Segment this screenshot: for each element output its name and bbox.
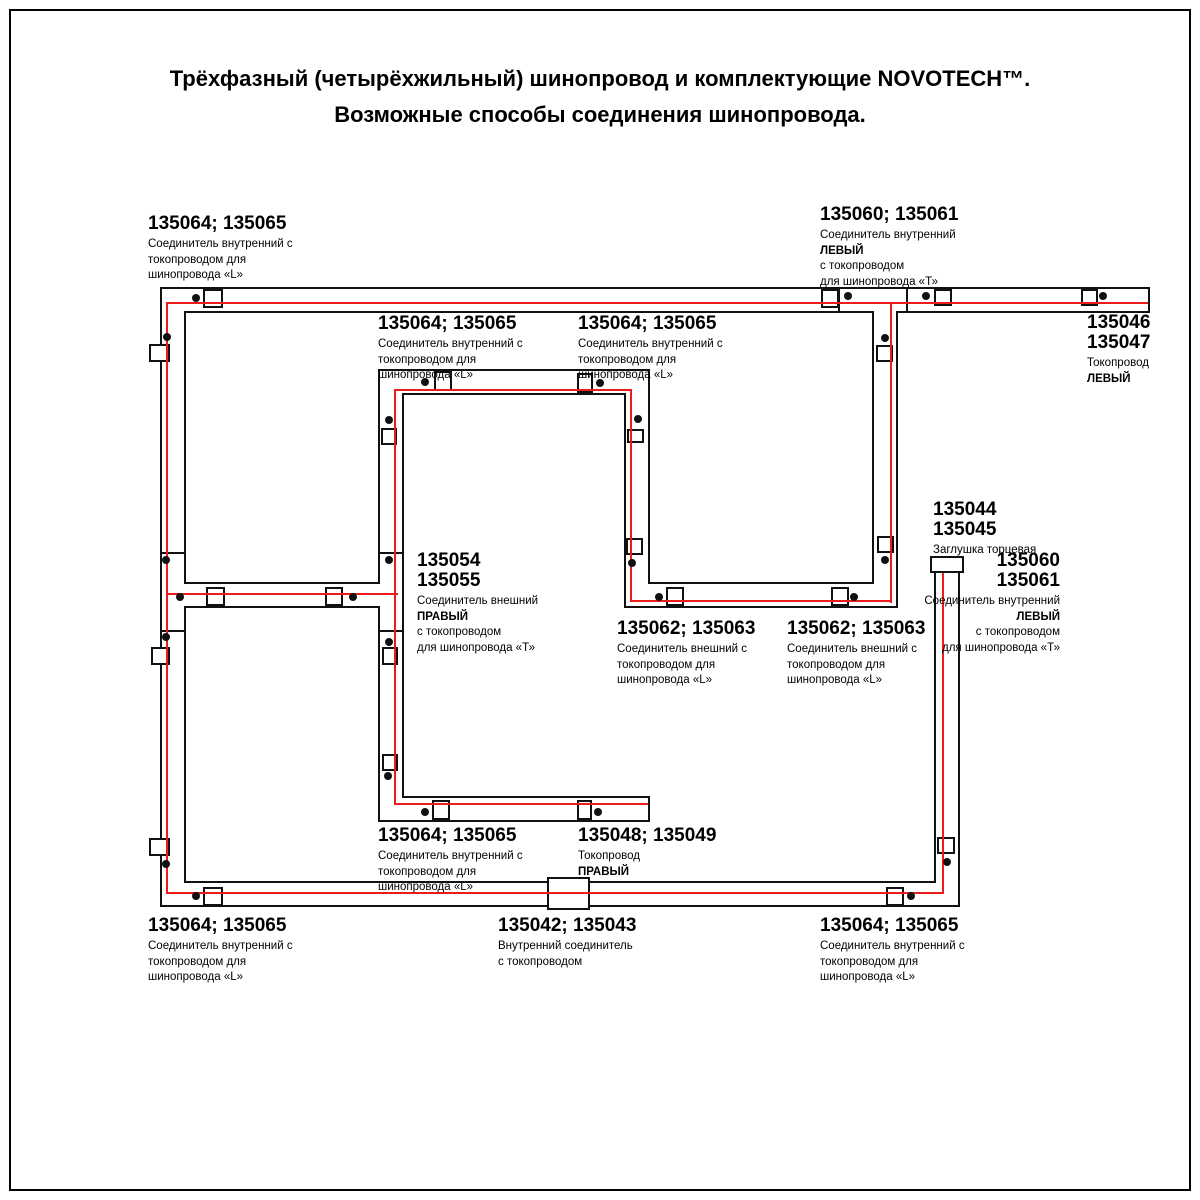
connector-tab: [203, 289, 223, 308]
label-corner-top-left-line: Соединитель внутренний с: [148, 238, 293, 250]
conductor-line: [394, 389, 632, 391]
label-tee-left-line: с токопроводом: [975, 626, 1060, 638]
connector-tab: [203, 887, 223, 906]
label-corner-bottom-right-article: 135064; 135065: [820, 915, 959, 936]
label-tee-top-line: ЛЕВЫЙ: [820, 244, 864, 257]
label-corner-inner-top-left-line: шинопровода «L»: [378, 369, 474, 381]
label-corner-top-left: [148, 214, 293, 284]
label-end-cap: [933, 500, 1036, 559]
label-feed-left: [1087, 313, 1150, 387]
label-corner-inner-bottom-description: [378, 849, 523, 896]
connector-marker-dot: [1099, 292, 1107, 300]
connector-tab: [937, 837, 955, 854]
conductor-line: [166, 302, 168, 894]
label-tee-top-line: для шинопровода «Т»: [820, 275, 938, 288]
label-inline-connector-description: [498, 939, 636, 970]
connector-tab: [821, 289, 839, 308]
label-corner-bottom-left-line: шинопровода «L»: [148, 971, 244, 983]
connector-tab: [886, 887, 904, 906]
connector-marker-dot: [634, 415, 642, 423]
label-corner-bottom-left-description: [148, 939, 293, 986]
conductor-line: [166, 302, 1148, 304]
label-tee-top: [820, 205, 958, 290]
label-corner-outer-left: [617, 619, 755, 689]
label-corner-outer-left-line: токопроводом для: [617, 658, 716, 671]
conductor-line: [394, 389, 396, 805]
label-corner-inner-top-right-line: шинопровода «L»: [578, 369, 674, 381]
conductor-line: [166, 593, 398, 595]
conductor-line: [166, 892, 944, 894]
connector-joint-line: [906, 287, 908, 313]
label-corner-top-left-article: 135064; 135065: [148, 213, 287, 234]
label-tee-left-line: для шинопровода «Т»: [942, 641, 1060, 654]
label-corner-inner-top-left-line: токопроводом для: [378, 353, 477, 366]
connector-tab: [626, 538, 643, 555]
label-corner-bottom-left-line: токопроводом для: [148, 955, 247, 968]
label-tee-center-line: для шинопровода «Т»: [417, 641, 535, 654]
label-corner-inner-bottom-line: токопроводом для: [378, 865, 477, 878]
connector-marker-dot: [192, 892, 200, 900]
connector-marker-dot: [384, 772, 392, 780]
label-corner-inner-top-right-line: токопроводом для: [578, 353, 677, 366]
track-inner-bottom-body: [380, 798, 648, 820]
label-tee-left: [924, 551, 1060, 656]
label-tee-center-line: Соединитель внешний: [417, 595, 539, 607]
label-feed-right: [578, 826, 716, 880]
label-tee-center-line: ПРАВЫЙ: [417, 610, 469, 623]
title-line-2: Возможные способы соединения шинопровода.: [334, 102, 866, 127]
label-corner-outer-right-line: шинопровода «L»: [787, 674, 883, 686]
label-tee-center-description: [417, 594, 538, 656]
label-inline-connector: [498, 916, 636, 970]
label-corner-inner-top-right: [578, 314, 723, 384]
label-feed-right-description: [578, 849, 716, 880]
connector-tab: [666, 587, 684, 606]
connector-marker-dot: [162, 556, 170, 564]
label-corner-inner-top-left-article: 135064; 135065: [378, 313, 517, 334]
label-corner-bottom-right-description: [820, 939, 965, 986]
label-tee-center-article: 135055: [417, 570, 481, 591]
connector-joint-line: [160, 630, 186, 632]
connector-marker-dot: [881, 556, 889, 564]
title-line-1: Трёхфазный (четырёхжильный) шинопровод и комплектующие NOVOTECH™.: [169, 66, 1031, 91]
connector-marker-dot: [162, 633, 170, 641]
label-tee-left-article: 135060: [996, 550, 1060, 571]
label-corner-outer-right-description: [787, 642, 925, 689]
label-tee-top-line: с токопроводом: [820, 260, 905, 272]
label-inline-connector-line: Внутренний соединитель: [498, 940, 633, 952]
label-corner-top-left-description: [148, 237, 293, 284]
label-corner-outer-left-line: шинопровода «L»: [617, 674, 713, 686]
label-corner-inner-top-left-description: [378, 337, 523, 384]
label-tee-center-article: 135054: [417, 550, 481, 571]
connector-joint-line: [378, 630, 404, 632]
label-corner-top-left-line: шинопровода «L»: [148, 269, 244, 281]
label-corner-bottom-left-line: Соединитель внутренний с: [148, 940, 293, 952]
label-tee-left-article: 135061: [996, 570, 1060, 591]
label-corner-bottom-right-line: токопроводом для: [820, 955, 919, 968]
label-end-cap-article: 135045: [933, 519, 997, 540]
label-feed-right-article: 135048; 135049: [578, 825, 717, 846]
label-corner-inner-bottom: [378, 826, 523, 896]
label-tee-top-article: 135060; 135061: [820, 204, 959, 225]
label-end-cap-article: 135044: [933, 499, 997, 520]
label-tee-top-description: [820, 228, 958, 290]
connector-marker-dot: [594, 808, 602, 816]
connector-tab: [325, 587, 343, 606]
connector-marker-dot: [163, 333, 171, 341]
label-feed-left-description: [1087, 356, 1150, 387]
label-corner-top-left-line: токопроводом для: [148, 253, 247, 266]
connector-marker-dot: [881, 334, 889, 342]
connector-joint-line: [160, 552, 186, 554]
track-top-body: [162, 289, 1148, 311]
label-corner-outer-right: [787, 619, 925, 689]
label-feed-left-line: Токопровод: [1087, 357, 1149, 369]
label-corner-outer-right-line: токопроводом для: [787, 658, 886, 671]
label-corner-outer-right-line: Соединитель внешний с: [787, 643, 918, 655]
connector-marker-dot: [850, 593, 858, 601]
label-corner-bottom-right-line: шинопровода «L»: [820, 971, 916, 983]
label-tee-left-description: [924, 594, 1060, 656]
connector-marker-dot: [907, 892, 915, 900]
label-tee-center-line: с токопроводом: [417, 626, 502, 638]
label-corner-bottom-right: [820, 916, 965, 986]
connector-marker-dot: [922, 292, 930, 300]
connector-joint-line: [378, 552, 404, 554]
connector-marker-dot: [943, 858, 951, 866]
conductor-line: [890, 302, 892, 603]
label-corner-bottom-right-line: Соединитель внутренний с: [820, 940, 965, 952]
connector-marker-dot: [421, 808, 429, 816]
label-corner-inner-bottom-line: шинопровода «L»: [378, 881, 474, 893]
label-end-cap-line: Заглушка торцевая: [933, 544, 1037, 556]
label-feed-right-line: ПРАВЫЙ: [578, 865, 630, 878]
connector-marker-dot: [385, 556, 393, 564]
connector-marker-dot: [628, 559, 636, 567]
label-corner-inner-top-right-line: Соединитель внутренний с: [578, 338, 723, 350]
label-corner-inner-top-right-description: [578, 337, 723, 384]
label-feed-left-line: ЛЕВЫЙ: [1087, 372, 1131, 385]
connector-marker-dot: [385, 416, 393, 424]
label-corner-inner-bottom-line: Соединитель внутренний с: [378, 850, 523, 862]
connector-marker-dot: [176, 593, 184, 601]
label-tee-left-line: ЛЕВЫЙ: [1016, 610, 1060, 623]
connector-tab: [831, 587, 849, 606]
connector-marker-dot: [162, 860, 170, 868]
label-tee-center: [417, 551, 538, 656]
label-inline-connector-article: 135042; 135043: [498, 915, 637, 936]
label-corner-bottom-left-article: 135064; 135065: [148, 915, 287, 936]
label-corner-outer-right-article: 135062; 135063: [787, 618, 926, 639]
label-feed-left-article: 135047: [1087, 332, 1151, 353]
connector-marker-dot: [844, 292, 852, 300]
connector-marker-dot: [655, 593, 663, 601]
label-corner-outer-left-line: Соединитель внешний с: [617, 643, 748, 655]
conductor-line: [394, 803, 648, 805]
label-tee-left-line: Соединитель внутренний: [924, 595, 1060, 607]
label-end-cap-description: [933, 543, 1036, 559]
conductor-line: [630, 389, 632, 602]
label-corner-bottom-left: [148, 916, 293, 986]
label-feed-left-article: 135046: [1087, 312, 1151, 333]
connector-marker-dot: [385, 638, 393, 646]
label-inline-connector-line: с токопроводом: [498, 955, 583, 968]
label-corner-inner-top-left-line: Соединитель внутренний с: [378, 338, 523, 350]
label-tee-top-line: Соединитель внутренний: [820, 229, 956, 241]
connector-marker-dot: [192, 294, 200, 302]
label-corner-inner-top-right-article: 135064; 135065: [578, 313, 717, 334]
connector-marker-dot: [349, 593, 357, 601]
label-corner-inner-bottom-article: 135064; 135065: [378, 825, 517, 846]
connector-tab: [206, 587, 225, 606]
label-corner-outer-left-description: [617, 642, 755, 689]
label-corner-outer-left-article: 135062; 135063: [617, 618, 756, 639]
label-feed-right-line: Токопровод: [578, 850, 640, 862]
label-corner-inner-top-left: [378, 314, 523, 384]
